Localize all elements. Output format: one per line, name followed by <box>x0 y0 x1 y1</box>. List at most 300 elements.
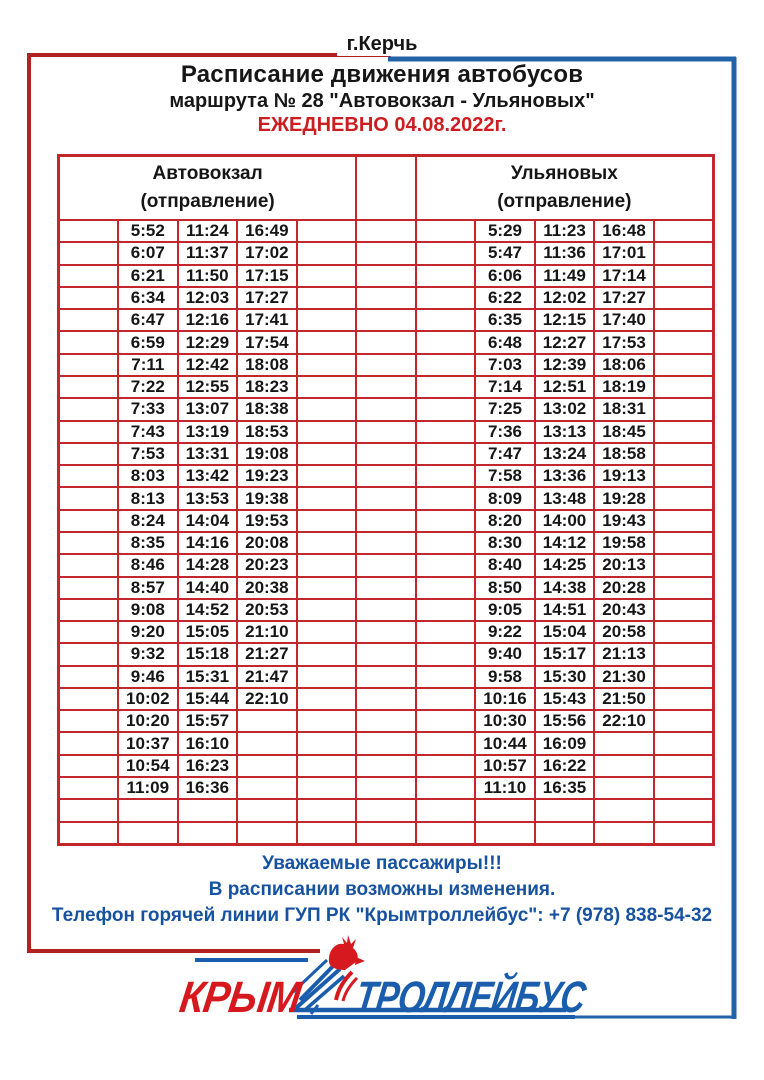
time-cell: 5:29 <box>475 220 535 242</box>
time-cell: 14:52 <box>178 599 238 621</box>
time-cell: 18:23 <box>237 376 297 398</box>
time-cell: 12:02 <box>535 287 595 309</box>
empty-cell <box>59 220 119 242</box>
schedule-row <box>59 421 714 443</box>
empty-cell <box>416 710 476 732</box>
time-cell: 6:07 <box>118 242 178 264</box>
empty-cell <box>654 487 714 509</box>
schedule-row <box>59 443 714 465</box>
empty-cell <box>654 510 714 532</box>
empty-cell <box>654 309 714 331</box>
empty-cell <box>297 577 357 599</box>
time-cell: 17:40 <box>594 309 654 331</box>
time-cell: 16:36 <box>178 777 238 799</box>
time-cell: 14:40 <box>178 577 238 599</box>
empty-cell <box>59 755 119 777</box>
separator-cell <box>356 666 416 688</box>
empty-cell <box>654 443 714 465</box>
time-cell: 15:44 <box>178 688 238 710</box>
empty-cell <box>297 732 357 754</box>
time-cell: 19:13 <box>594 465 654 487</box>
schedule-row <box>59 510 714 532</box>
time-cell: 12:39 <box>535 354 595 376</box>
time-cell: 20:58 <box>594 621 654 643</box>
empty-cell <box>59 443 119 465</box>
time-cell: 17:01 <box>594 242 654 264</box>
schedule-row <box>59 621 714 643</box>
empty-cell <box>297 242 357 264</box>
time-cell: 7:58 <box>475 465 535 487</box>
empty-cell <box>654 755 714 777</box>
time-cell: 7:43 <box>118 421 178 443</box>
schedule-row <box>59 577 714 599</box>
time-cell: 17:27 <box>594 287 654 309</box>
empty-cell <box>59 354 119 376</box>
empty-cell <box>178 799 238 821</box>
time-cell: 12:27 <box>535 331 595 353</box>
time-cell: 15:56 <box>535 710 595 732</box>
time-cell: 10:37 <box>118 732 178 754</box>
empty-cell <box>59 376 119 398</box>
empty-cell <box>237 732 297 754</box>
empty-cell <box>237 822 297 845</box>
time-cell: 16:22 <box>535 755 595 777</box>
empty-cell <box>297 443 357 465</box>
separator-cell <box>356 577 416 599</box>
separator-header-cell <box>356 156 416 221</box>
time-cell: 13:36 <box>535 465 595 487</box>
time-cell: 15:17 <box>535 643 595 665</box>
schedule-row <box>59 354 714 376</box>
separator-cell <box>356 755 416 777</box>
empty-cell <box>416 220 476 242</box>
time-cell: 14:04 <box>178 510 238 532</box>
empty-cell <box>416 666 476 688</box>
time-cell: 17:02 <box>237 242 297 264</box>
depart-header-ulyanovykh <box>416 156 714 221</box>
empty-cell <box>297 398 357 420</box>
empty-cell <box>297 354 357 376</box>
depart-header-avtovokzal-line2: (отправление) <box>140 191 275 212</box>
time-cell: 16:09 <box>535 732 595 754</box>
separator-cell <box>356 242 416 264</box>
empty-cell <box>59 599 119 621</box>
time-cell: 19:58 <box>594 532 654 554</box>
separator-cell <box>356 487 416 509</box>
separator-cell <box>356 621 416 643</box>
separator-cell <box>356 309 416 331</box>
empty-cell <box>59 487 119 509</box>
empty-cell <box>118 799 178 821</box>
empty-cell <box>416 443 476 465</box>
time-cell: 18:19 <box>594 376 654 398</box>
time-cell: 12:29 <box>178 331 238 353</box>
time-cell: 8:24 <box>118 510 178 532</box>
time-cell: 19:08 <box>237 443 297 465</box>
empty-cell <box>178 822 238 845</box>
empty-cell <box>416 398 476 420</box>
empty-cell <box>237 799 297 821</box>
separator-cell <box>356 510 416 532</box>
time-cell: 14:00 <box>535 510 595 532</box>
schedule-row <box>59 822 714 845</box>
time-cell: 18:38 <box>237 398 297 420</box>
empty-cell <box>416 309 476 331</box>
time-cell: 18:08 <box>237 354 297 376</box>
logo-word-krym: КРЫМ <box>176 973 304 1022</box>
time-cell: 15:30 <box>535 666 595 688</box>
empty-cell <box>59 688 119 710</box>
schedule-row <box>59 398 714 420</box>
empty-cell <box>416 688 476 710</box>
empty-cell <box>297 510 357 532</box>
empty-cell <box>59 822 119 845</box>
depart-header-avtovokzal-line1: Автовокзал <box>152 162 263 184</box>
time-cell: 13:13 <box>535 421 595 443</box>
city-title-text: г.Керчь <box>337 33 428 56</box>
schedule-row <box>59 376 714 398</box>
time-cell: 10:54 <box>118 755 178 777</box>
separator-cell <box>356 554 416 576</box>
empty-cell <box>59 421 119 443</box>
time-cell: 20:53 <box>237 599 297 621</box>
empty-cell <box>118 822 178 845</box>
time-cell: 13:53 <box>178 487 238 509</box>
time-cell: 9:32 <box>118 643 178 665</box>
time-cell: 16:35 <box>535 777 595 799</box>
empty-cell <box>416 265 476 287</box>
time-cell: 7:47 <box>475 443 535 465</box>
time-cell: 20:38 <box>237 577 297 599</box>
empty-cell <box>297 755 357 777</box>
schedule-row <box>59 643 714 665</box>
time-cell: 17:41 <box>237 309 297 331</box>
empty-cell <box>59 287 119 309</box>
time-cell: 7:25 <box>475 398 535 420</box>
empty-cell <box>654 242 714 264</box>
schedule-row <box>59 688 714 710</box>
time-cell: 19:53 <box>237 510 297 532</box>
depart-header-ulyanovykh-line2: (отправление) <box>497 191 632 212</box>
empty-cell <box>416 354 476 376</box>
empty-cell <box>654 421 714 443</box>
schedule-row <box>59 777 714 799</box>
empty-cell <box>297 465 357 487</box>
time-cell: 5:47 <box>475 242 535 264</box>
empty-cell <box>297 666 357 688</box>
empty-cell <box>237 755 297 777</box>
time-cell: 18:45 <box>594 421 654 443</box>
time-cell: 6:06 <box>475 265 535 287</box>
validity-date: ЕЖЕДНЕВНО 04.08.2022г. <box>257 114 507 136</box>
time-cell: 11:09 <box>118 777 178 799</box>
separator-cell <box>356 220 416 242</box>
empty-cell <box>297 554 357 576</box>
time-cell: 14:12 <box>535 532 595 554</box>
time-cell: 7:14 <box>475 376 535 398</box>
separator-cell <box>356 354 416 376</box>
empty-cell <box>416 465 476 487</box>
time-cell: 20:43 <box>594 599 654 621</box>
time-cell: 13:02 <box>535 398 595 420</box>
time-cell: 5:52 <box>118 220 178 242</box>
empty-cell <box>297 822 357 845</box>
time-cell: 14:16 <box>178 532 238 554</box>
time-cell: 7:53 <box>118 443 178 465</box>
time-cell: 8:40 <box>475 554 535 576</box>
empty-cell <box>654 354 714 376</box>
logo-word-trolleybus: ТРОЛЛЕЙБУС <box>352 973 589 1022</box>
time-cell: 13:24 <box>535 443 595 465</box>
time-cell: 21:13 <box>594 643 654 665</box>
empty-cell <box>594 822 654 845</box>
schedule-row <box>59 554 714 576</box>
time-cell: 15:57 <box>178 710 238 732</box>
empty-cell <box>297 621 357 643</box>
time-cell: 8:35 <box>118 532 178 554</box>
separator-cell <box>356 710 416 732</box>
time-cell: 21:10 <box>237 621 297 643</box>
empty-cell <box>297 421 357 443</box>
empty-cell <box>416 755 476 777</box>
time-cell: 20:28 <box>594 577 654 599</box>
separator-cell <box>356 643 416 665</box>
empty-cell <box>59 554 119 576</box>
empty-cell <box>654 376 714 398</box>
empty-cell <box>416 532 476 554</box>
time-cell: 16:10 <box>178 732 238 754</box>
separator-cell <box>356 287 416 309</box>
separator-cell <box>356 443 416 465</box>
time-cell: 19:28 <box>594 487 654 509</box>
time-cell: 9:22 <box>475 621 535 643</box>
separator-cell <box>356 465 416 487</box>
time-cell: 6:59 <box>118 331 178 353</box>
empty-cell <box>654 465 714 487</box>
time-cell: 8:09 <box>475 487 535 509</box>
empty-cell <box>297 331 357 353</box>
time-cell: 7:11 <box>118 354 178 376</box>
time-cell: 21:47 <box>237 666 297 688</box>
empty-cell <box>654 688 714 710</box>
empty-cell <box>59 309 119 331</box>
empty-cell <box>416 510 476 532</box>
empty-cell <box>237 777 297 799</box>
time-cell: 8:30 <box>475 532 535 554</box>
time-cell: 17:14 <box>594 265 654 287</box>
time-cell: 9:20 <box>118 621 178 643</box>
separator-cell <box>356 599 416 621</box>
timetable <box>57 154 715 846</box>
empty-cell <box>416 643 476 665</box>
time-cell: 17:15 <box>237 265 297 287</box>
time-cell: 13:07 <box>178 398 238 420</box>
time-cell: 7:33 <box>118 398 178 420</box>
time-cell: 8:13 <box>118 487 178 509</box>
empty-cell <box>59 710 119 732</box>
schedule-row <box>59 287 714 309</box>
time-cell: 22:10 <box>594 710 654 732</box>
empty-cell <box>297 777 357 799</box>
empty-cell <box>59 331 119 353</box>
schedule-row <box>59 599 714 621</box>
empty-cell <box>297 287 357 309</box>
notice-line-1: Уважаемые пассажиры!!! <box>262 853 502 874</box>
notice-line-2: В расписании возможны изменения. <box>208 879 556 900</box>
schedule-row <box>59 220 714 242</box>
time-cell: 21:27 <box>237 643 297 665</box>
empty-cell <box>297 376 357 398</box>
empty-cell <box>535 822 595 845</box>
time-cell: 11:23 <box>535 220 595 242</box>
schedule-row <box>59 799 714 821</box>
time-cell: 8:46 <box>118 554 178 576</box>
time-cell: 16:23 <box>178 755 238 777</box>
empty-cell <box>654 710 714 732</box>
time-cell: 12:55 <box>178 376 238 398</box>
time-cell: 22:10 <box>237 688 297 710</box>
time-cell: 10:20 <box>118 710 178 732</box>
empty-cell <box>59 265 119 287</box>
time-cell: 14:51 <box>535 599 595 621</box>
time-cell: 8:57 <box>118 577 178 599</box>
empty-cell <box>59 577 119 599</box>
separator-cell <box>356 265 416 287</box>
city-title <box>0 33 764 56</box>
time-cell: 11:10 <box>475 777 535 799</box>
schedule-row <box>59 666 714 688</box>
empty-cell <box>59 398 119 420</box>
time-cell: 21:50 <box>594 688 654 710</box>
time-cell: 8:20 <box>475 510 535 532</box>
timetable-header-row <box>59 156 714 221</box>
empty-cell <box>654 331 714 353</box>
schedule-body <box>59 220 714 845</box>
timetable-grid <box>57 154 715 846</box>
empty-cell <box>59 643 119 665</box>
separator-cell <box>356 398 416 420</box>
schedule-row <box>59 710 714 732</box>
empty-cell <box>416 621 476 643</box>
time-cell: 11:50 <box>178 265 238 287</box>
time-cell: 10:44 <box>475 732 535 754</box>
time-cell: 14:28 <box>178 554 238 576</box>
separator-cell <box>356 822 416 845</box>
time-cell: 10:02 <box>118 688 178 710</box>
time-cell: 19:38 <box>237 487 297 509</box>
empty-cell <box>475 799 535 821</box>
schedule-row <box>59 755 714 777</box>
empty-cell <box>59 732 119 754</box>
time-cell: 18:53 <box>237 421 297 443</box>
time-cell: 14:38 <box>535 577 595 599</box>
time-cell: 6:48 <box>475 331 535 353</box>
time-cell: 10:30 <box>475 710 535 732</box>
route-subtitle: маршрута № 28 "Автовокзал - Ульяновых" <box>169 90 595 112</box>
time-cell: 9:08 <box>118 599 178 621</box>
time-cell: 8:03 <box>118 465 178 487</box>
separator-cell <box>356 376 416 398</box>
empty-cell <box>297 487 357 509</box>
time-cell: 6:47 <box>118 309 178 331</box>
empty-cell <box>416 577 476 599</box>
time-cell: 11:49 <box>535 265 595 287</box>
time-cell: 14:25 <box>535 554 595 576</box>
time-cell: 6:35 <box>475 309 535 331</box>
time-cell: 13:19 <box>178 421 238 443</box>
time-cell: 15:04 <box>535 621 595 643</box>
time-cell: 9:05 <box>475 599 535 621</box>
empty-cell <box>594 777 654 799</box>
empty-cell <box>59 621 119 643</box>
separator-cell <box>356 777 416 799</box>
time-cell: 15:05 <box>178 621 238 643</box>
empty-cell <box>297 710 357 732</box>
empty-cell <box>416 599 476 621</box>
time-cell: 15:18 <box>178 643 238 665</box>
empty-cell <box>416 554 476 576</box>
time-cell: 20:13 <box>594 554 654 576</box>
time-cell: 13:48 <box>535 487 595 509</box>
separator-cell <box>356 799 416 821</box>
time-cell: 17:27 <box>237 287 297 309</box>
empty-cell <box>654 554 714 576</box>
empty-cell <box>594 755 654 777</box>
separator-cell <box>356 688 416 710</box>
time-cell: 15:43 <box>535 688 595 710</box>
empty-cell <box>654 220 714 242</box>
time-cell: 15:31 <box>178 666 238 688</box>
time-cell: 19:43 <box>594 510 654 532</box>
time-cell: 7:22 <box>118 376 178 398</box>
time-cell: 13:31 <box>178 443 238 465</box>
time-cell: 16:49 <box>237 220 297 242</box>
empty-cell <box>594 799 654 821</box>
time-cell: 21:30 <box>594 666 654 688</box>
empty-cell <box>59 510 119 532</box>
empty-cell <box>237 710 297 732</box>
empty-cell <box>297 799 357 821</box>
empty-cell <box>594 732 654 754</box>
empty-cell <box>654 287 714 309</box>
passenger-notice <box>0 851 764 929</box>
rooster-emblem-icon <box>293 935 365 1014</box>
time-cell: 7:03 <box>475 354 535 376</box>
separator-cell <box>356 732 416 754</box>
time-cell: 16:48 <box>594 220 654 242</box>
time-cell: 13:42 <box>178 465 238 487</box>
time-cell: 10:16 <box>475 688 535 710</box>
separator-cell <box>356 532 416 554</box>
depart-header-ulyanovykh-line1: Ульяновых <box>510 162 618 184</box>
empty-cell <box>654 398 714 420</box>
time-cell: 11:24 <box>178 220 238 242</box>
empty-cell <box>297 220 357 242</box>
time-cell: 12:03 <box>178 287 238 309</box>
time-cell: 9:40 <box>475 643 535 665</box>
time-cell: 9:46 <box>118 666 178 688</box>
empty-cell <box>416 287 476 309</box>
empty-cell <box>59 242 119 264</box>
empty-cell <box>416 421 476 443</box>
empty-cell <box>59 532 119 554</box>
time-cell: 12:42 <box>178 354 238 376</box>
separator-cell <box>356 331 416 353</box>
time-cell: 18:06 <box>594 354 654 376</box>
empty-cell <box>654 621 714 643</box>
schedule-row <box>59 732 714 754</box>
empty-cell <box>654 532 714 554</box>
